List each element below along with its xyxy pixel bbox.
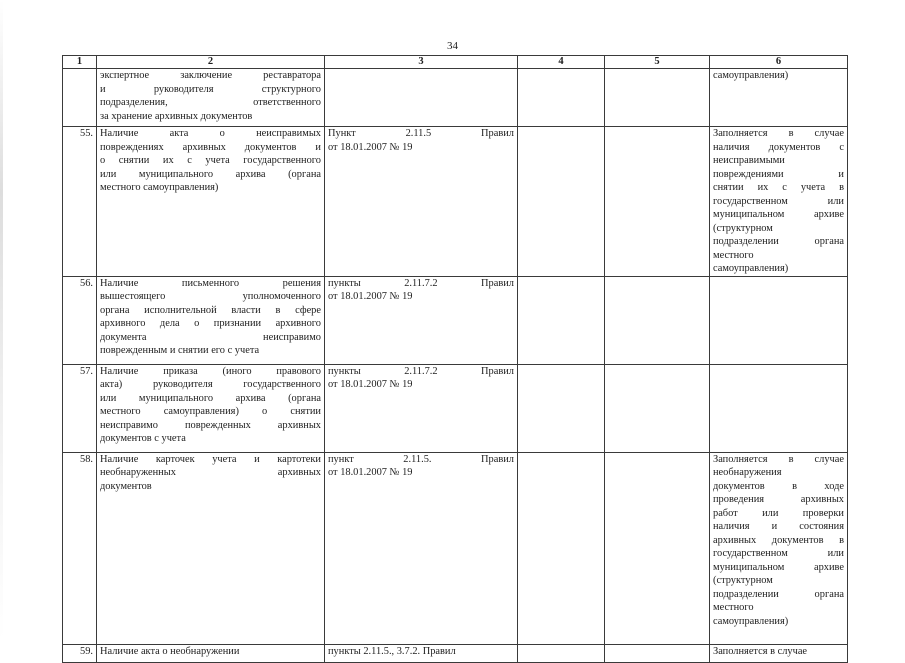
text-line: пункты 2.11.7.2 Правил [328, 277, 514, 289]
text-line: вышестоящего уполномоченного [100, 291, 321, 302]
legal-basis-cell [325, 127, 518, 277]
text-line: документов с учета [100, 433, 186, 444]
text-line: архивного дела о признании архивного [100, 318, 321, 329]
text-line: от 18.01.2007 № 19 [328, 291, 413, 302]
requirement-cell [97, 364, 325, 452]
text-line: от 18.01.2007 № 19 [328, 467, 413, 478]
text-line: местного [713, 249, 754, 261]
column-header-4: 4 [518, 56, 605, 69]
text-line: поврежденным и снятии его с учета [100, 345, 260, 356]
table-row [63, 364, 848, 452]
column-header-5: 5 [605, 56, 710, 69]
text-line: (структурном [713, 575, 773, 586]
text-line: повреждениями и [713, 168, 844, 180]
text-line: снятии их с учета в [713, 182, 844, 193]
column-5-cell [605, 364, 710, 452]
text-line: самоуправления) [713, 615, 789, 627]
text-line: Наличие карточек учета и картотеки [100, 453, 321, 465]
text-line: Наличие акта о необнаружении [100, 645, 240, 657]
text-line: или муниципального архива (органа [100, 168, 321, 180]
column-4-cell [518, 127, 605, 277]
text-line: о снятии их с учета государственного [100, 155, 321, 166]
text-line: наличия и состояния [713, 521, 844, 532]
row-number: 56. [63, 276, 97, 364]
text-line: необнаружения [713, 467, 782, 478]
requirement-cell [97, 276, 325, 364]
column-4-cell [518, 644, 605, 662]
text-line: неисправимо поврежденных архивных [100, 419, 321, 431]
text-line: муниципальном архиве [713, 209, 844, 220]
text-line: пункты 2.11.5., 3.7.2. Правил [328, 645, 456, 657]
text-line: пункты 2.11.7.2 Правил [328, 365, 514, 377]
note-cell [710, 364, 848, 452]
text-line: самоуправления) [713, 70, 789, 81]
table-row [63, 644, 848, 662]
text-line: Заполняется в случае [713, 645, 808, 657]
text-line: местного [713, 602, 754, 613]
text-line: местного самоуправления) [100, 182, 219, 193]
text-line: подразделении органа [713, 588, 844, 600]
legal-basis-cell [325, 364, 518, 452]
column-4-cell [518, 452, 605, 644]
text-line: местного самоуправления) о снятии [100, 406, 321, 417]
text-line: государственном или [713, 548, 844, 559]
row-number: 59. [63, 644, 97, 662]
table-row [63, 69, 848, 127]
text-line: документов [100, 480, 152, 492]
table-row [63, 276, 848, 364]
text-line: Заполняется в случае [713, 128, 844, 139]
scan-edge [0, 0, 3, 640]
text-line: пункт 2.11.5. Правил [328, 453, 514, 465]
row-number: 58. [63, 452, 97, 644]
text-line: наличия документов с [713, 141, 844, 153]
text-line: органа исполнительной власти в сфере [100, 304, 321, 316]
column-4-cell [518, 364, 605, 452]
text-line: необнаруженных архивных [100, 467, 321, 478]
text-line: (структурном [713, 222, 773, 234]
note-cell [710, 127, 848, 277]
column-header-6: 6 [710, 56, 848, 69]
column-5-cell [605, 69, 710, 127]
table-row [63, 127, 848, 277]
text-line: от 18.01.2007 № 19 [328, 379, 413, 390]
note-cell [710, 644, 848, 662]
text-line: работ или проверки [713, 507, 844, 519]
note-cell [710, 276, 848, 364]
text-line: акта) руководителя государственного [100, 379, 321, 390]
row-number [63, 69, 97, 127]
note-cell [710, 452, 848, 644]
text-line: повреждениях архивных документов и [100, 141, 321, 153]
text-line: и руководителя структурного [100, 83, 321, 95]
text-line: документа неисправимо [100, 331, 321, 343]
text-line: документов в ходе [713, 480, 844, 492]
column-4-cell [518, 69, 605, 127]
column-5-cell [605, 127, 710, 277]
text-line: подразделения, ответственного [100, 97, 321, 108]
legal-basis-cell [325, 644, 518, 662]
column-header-2: 2 [97, 56, 325, 69]
text-line: или муниципального архива (органа [100, 392, 321, 404]
requirement-cell [97, 452, 325, 644]
text-line: Наличие письменного решения [100, 277, 321, 289]
text-line: муниципальном архиве [713, 561, 844, 573]
text-line: от 18.01.2007 № 19 [328, 141, 413, 153]
legal-basis-cell [325, 276, 518, 364]
requirements-table [62, 55, 848, 663]
text-line: Пункт 2.11.5 Правил [328, 128, 514, 139]
requirement-cell [97, 644, 325, 662]
requirement-cell [97, 127, 325, 277]
text-line: за хранение архивных документов [100, 110, 253, 122]
text-line: подразделении органа [713, 236, 844, 247]
text-line: государственном или [713, 195, 844, 207]
text-line: архивных документов в [713, 534, 844, 546]
column-5-cell [605, 644, 710, 662]
header-row [63, 56, 848, 69]
legal-basis-cell [325, 69, 518, 127]
text-line: экспертное заключение реставратора [100, 70, 321, 81]
text-line: Заполняется в случае [713, 453, 844, 465]
text-line: самоуправления) [713, 263, 789, 274]
column-5-cell [605, 452, 710, 644]
text-line: Наличие акта о неисправимых [100, 128, 321, 139]
note-cell [710, 69, 848, 127]
column-5-cell [605, 276, 710, 364]
column-header-1: 1 [63, 56, 97, 69]
text-line: неисправимыми [713, 155, 785, 166]
legal-basis-cell [325, 452, 518, 644]
row-number: 57. [63, 364, 97, 452]
table-row [63, 452, 848, 644]
text-line: Наличие приказа (иного правового [100, 365, 321, 377]
page-number: 34 [447, 40, 458, 52]
row-number: 55. [63, 127, 97, 277]
column-header-3: 3 [325, 56, 518, 69]
text-line: проведения архивных [713, 494, 844, 505]
column-4-cell [518, 276, 605, 364]
requirement-cell [97, 69, 325, 127]
